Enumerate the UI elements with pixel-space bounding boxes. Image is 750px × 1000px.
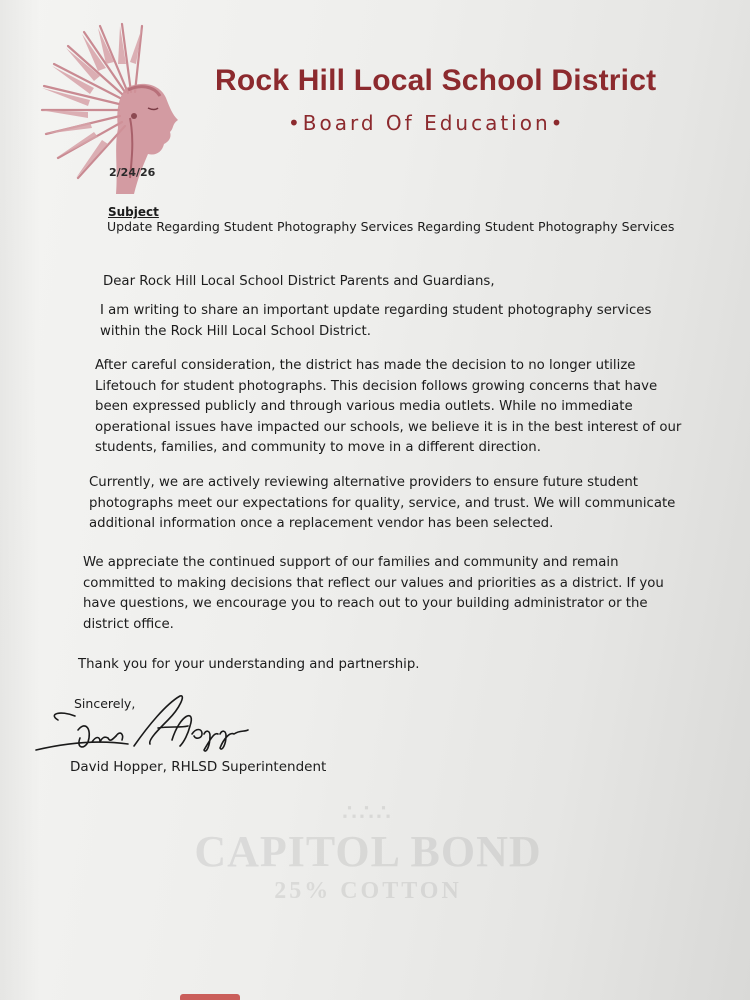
watermark-cotton: 25% COTTON [274, 878, 462, 904]
signer-name-title: David Hopper, RHLSD Superintendent [70, 759, 327, 775]
paragraph-appreciation: We appreciate the continued support of our families and community and remain committed to making decisions that reflect our values and priorities as a district. If you have questions, we encourage you to reach out to your building administrator or the district office. [83, 555, 664, 632]
salutation: Dear Rock Hill Local School District Parents and Guardians, [103, 274, 495, 289]
paragraph-decision: After careful consideration, the district has made the decision to no longer utilize Lifetouch for student photographs. This decision follows growing concerns that have been expressed publicly and through various media outlets. While no immediate operational issues have impacted our schools, we believe it is in the best interest of our students, families, and community to move in a different direction. [95, 358, 682, 455]
signature [30, 690, 260, 760]
subject-heading: Subject [108, 205, 159, 219]
watermark-emblem: ∴∴∴ [342, 800, 394, 825]
letter-date: 2/24/26 [109, 166, 156, 179]
subject-text: Update Regarding Student Photography Services Regarding Student Photography Services [107, 219, 675, 234]
watermark-brand: CAPITOL BOND [194, 827, 542, 876]
paper-watermark [188, 800, 548, 905]
paragraph-intro: I am writing to share an important update regarding student photography services within the Rock Hill Local School District. [100, 303, 652, 339]
district-title: Rock Hill Local School District [215, 64, 657, 97]
paragraph-review: Currently, we are actively reviewing alternative providers to ensure future student photographs meet our expectations for quality, service, and trust. We will communicate additional information once a replacement vendor has been selected. [89, 475, 676, 531]
bottom-edge-mark [180, 994, 240, 1000]
closing: Sincerely, [74, 696, 136, 711]
paragraph-thanks: Thank you for your understanding and partnership. [78, 657, 420, 672]
board-of-education-line: •Board Of Education• [288, 111, 566, 135]
